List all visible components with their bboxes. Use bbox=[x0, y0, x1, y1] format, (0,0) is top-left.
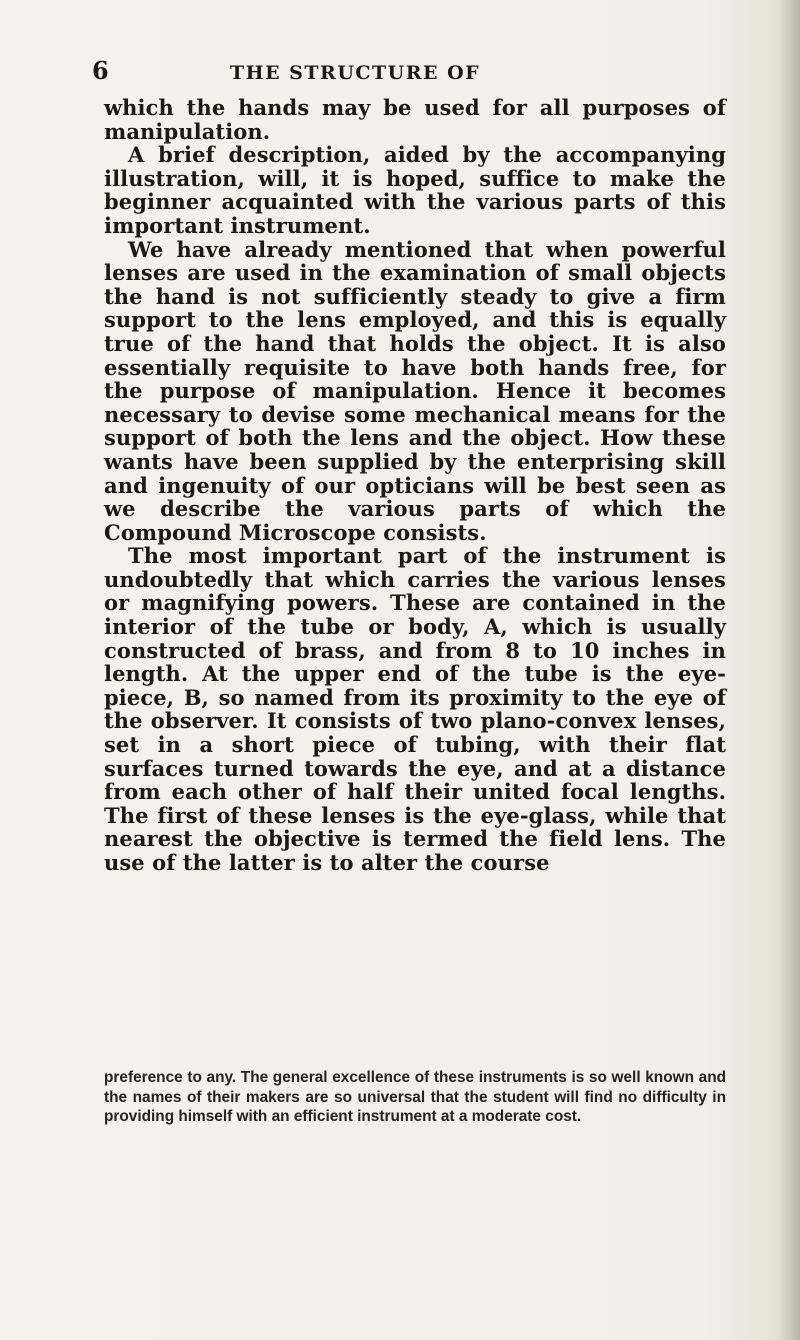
paragraph: A brief description, aided by the accompanying illustration, will, it is hoped, suffice to make the beginner acquainted with the various parts of this important instrument. bbox=[104, 142, 726, 238]
paragraph-continued: which the hands may be used for all purposes of manipulation. bbox=[104, 95, 726, 144]
page-number: 6 bbox=[92, 56, 110, 85]
page-header bbox=[92, 56, 712, 90]
footnote: preference to any. The general excellence of these instruments is so well known and the names of their makers are so universal that the student will find no difficulty in providing himself with an efficient instrument at a moderate cost. bbox=[104, 1069, 726, 1126]
page-edge-shadow bbox=[778, 0, 800, 1340]
paragraph: The most important part of the instrument is undoubtedly that which carries the various lenses or magnifying powers. These are contained in the interior of the tube or body, A, which is usually constructed of brass, and from 8 to 10 inches in length. At the upper end of the tube is the eye-piece, B, so named from its proximity to the eye of the observer. It consists of two plano-convex lenses, set in a short piece of tubing, with their flat surfaces turned towards the eye, and at a distance from each other of half their united focal lengths. The first of these lenses is the eye-glass, while that nearest the objective is termed the field lens. The use of the latter is to alter the course bbox=[104, 543, 726, 875]
body-text bbox=[104, 96, 726, 875]
running-head: THE STRUCTURE OF bbox=[230, 62, 481, 84]
paragraph: We have already mentioned that when powerful lenses are used in the examination of small objects the hand is not sufficiently steady to give a firm support to the lens employed, and this is equally true of the hand that holds the object. It is also essentially requisite to have both hands free, for the purpose of manipulation. Hence it becomes necessary to devise some mechanical means for the support of both the lens and the object. How these wants have been supplied by the enterprising skill and ingenuity of our opticians will be best seen as we describe the various parts of which the Compound Microscope consists. bbox=[104, 236, 726, 545]
